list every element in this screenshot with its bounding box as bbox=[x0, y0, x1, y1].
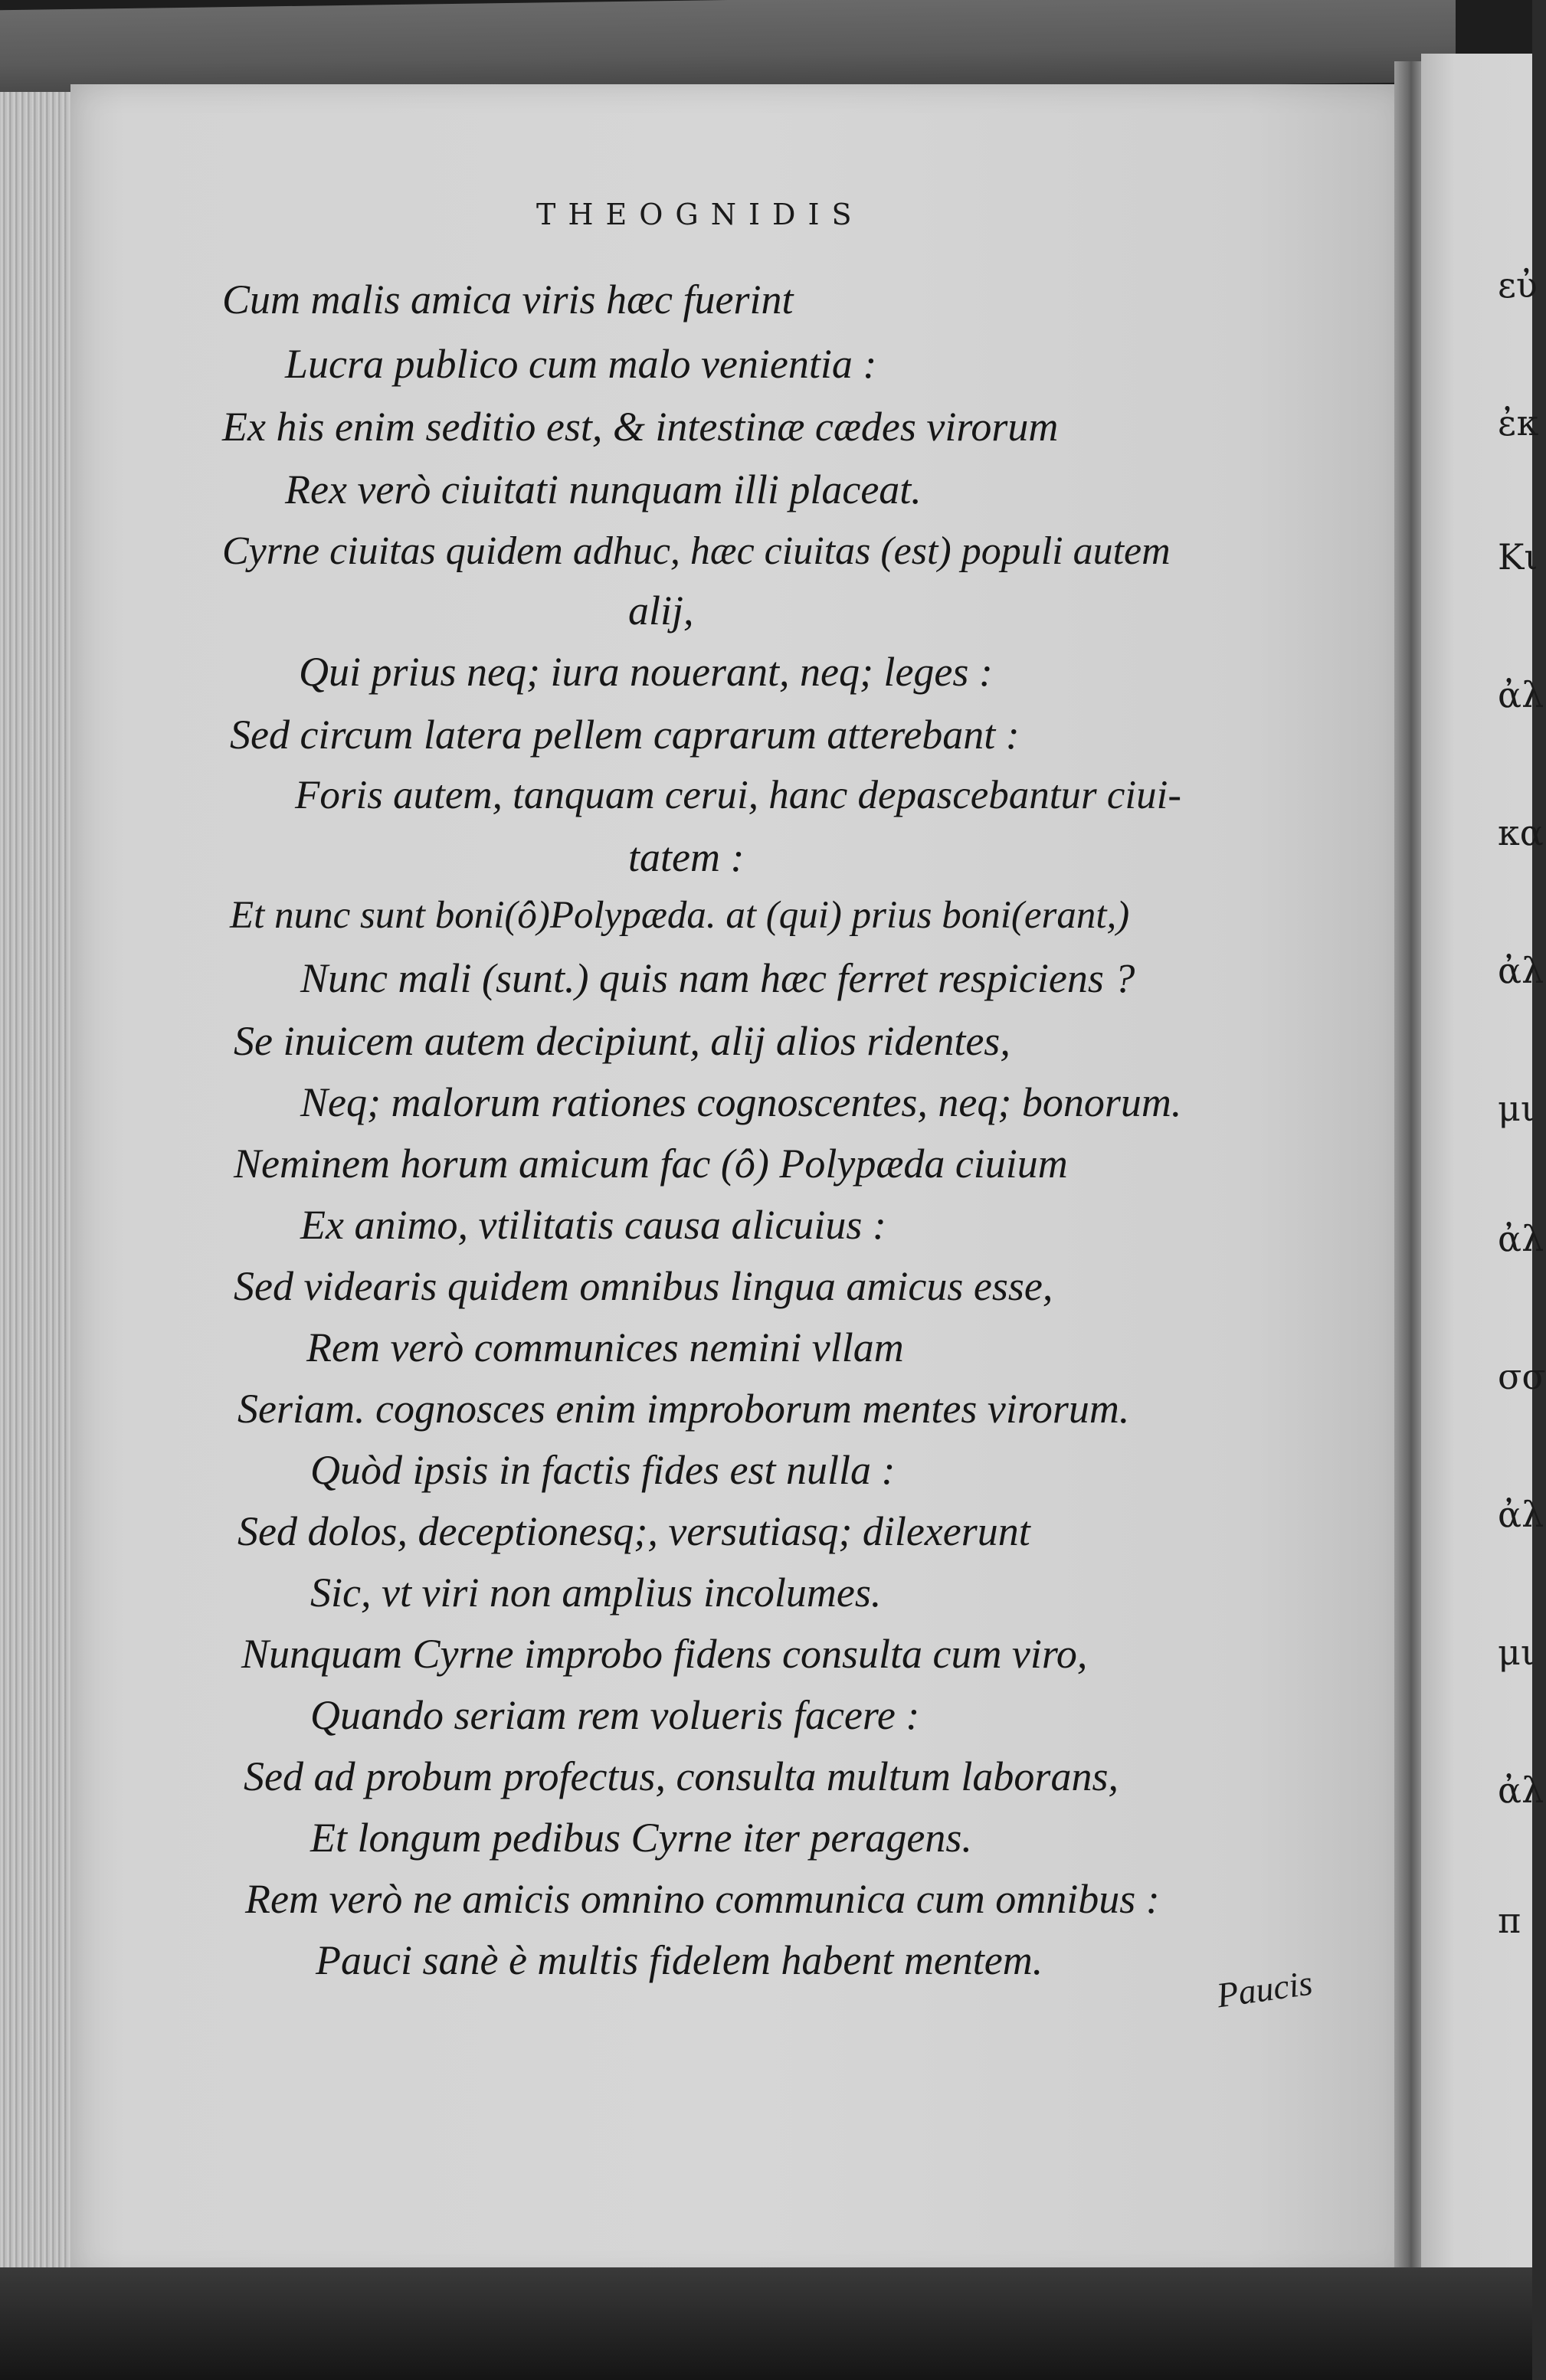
text-line: Lucra publico cum malo venientia : bbox=[285, 341, 877, 387]
facing-page-glyph: εὐ bbox=[1498, 264, 1538, 306]
facing-page-glyph: κα bbox=[1498, 812, 1544, 853]
text-line: Sed ad probum profectus, consulta multum laborans, bbox=[244, 1753, 1119, 1799]
facing-page-glyph: ἀλ bbox=[1498, 1494, 1544, 1535]
text-line: Sed dolos, deceptionesq;, versutiasq; dilexerunt bbox=[237, 1508, 1030, 1554]
text-line: Ex animo, vtilitatis causa alicuius : bbox=[300, 1202, 886, 1248]
text-line: Se inuicem autem decipiunt, alij alios ridentes, bbox=[234, 1018, 1010, 1064]
running-head: THEOGNIDIS bbox=[536, 198, 864, 231]
facing-page-glyph: μι bbox=[1498, 1632, 1535, 1673]
facing-page-glyph: μι bbox=[1498, 1088, 1535, 1129]
right-page-fragment bbox=[1421, 54, 1532, 2306]
text-line: Nunquam Cyrne improbo fidens consulta cum viro, bbox=[241, 1631, 1088, 1677]
text-line: tatem : bbox=[628, 834, 745, 880]
text-line: Cyrne ciuitas quidem adhuc, hæc ciuitas (est) populi autem bbox=[222, 529, 1171, 573]
page-fore-edge bbox=[0, 92, 74, 2267]
book-gutter bbox=[1394, 61, 1425, 2298]
text-line: Sed circum latera pellem caprarum atterebant : bbox=[230, 712, 1020, 758]
text-line: Neminem horum amicum fac (ô) Polypæda ciuium bbox=[234, 1141, 1068, 1187]
text-line: Quòd ipsis in factis fides est nulla : bbox=[310, 1447, 896, 1493]
text-line: Seriam. cognosces enim improborum mentes virorum. bbox=[237, 1386, 1130, 1432]
text-line: Sic, vt viri non amplius incolumes. bbox=[310, 1570, 882, 1616]
facing-page-glyph: ἀλ bbox=[1498, 674, 1544, 715]
text-line: Rex verò ciuitati nunquam illi placeat. bbox=[285, 467, 922, 512]
facing-page-glyph: σσ bbox=[1498, 1356, 1546, 1397]
text-line: alij, bbox=[628, 588, 694, 633]
text-line: Cum malis amica viris hæc fuerint bbox=[222, 277, 794, 322]
text-line: Foris autem, tanquam cerui, hanc depascebantur ciui- bbox=[295, 773, 1181, 817]
facing-page-glyph: Κι bbox=[1498, 536, 1538, 578]
facing-page-glyph: ἀλ bbox=[1498, 1769, 1544, 1811]
facing-page-glyph: ἐκ bbox=[1498, 402, 1539, 444]
text-line: Pauci sanè è multis fidelem habent mentem. bbox=[316, 1937, 1043, 1983]
text-line: Quando seriam rem volueris facere : bbox=[310, 1692, 920, 1738]
text-line: Ex his enim seditio est, & intestinæ cædes virorum bbox=[222, 404, 1059, 450]
facing-page-glyph: π bbox=[1498, 1900, 1521, 1941]
text-line: Rem verò communices nemini vllam bbox=[306, 1324, 904, 1370]
catchword: Paucis bbox=[1214, 1963, 1315, 2015]
text-line: Sed videaris quidem omnibus lingua amicus esse, bbox=[234, 1263, 1053, 1309]
facing-page-glyph: ἀλ bbox=[1498, 950, 1544, 991]
text-line: Neq; malorum rationes cognoscentes, neq; bonorum. bbox=[300, 1079, 1182, 1125]
bottom-shadow bbox=[0, 2267, 1532, 2380]
text-line: Et nunc sunt boni(ô)Polypæda. at (qui) prius boni(erant,) bbox=[230, 894, 1130, 937]
text-line: Nunc mali (sunt.) quis nam hæc ferret respiciens ? bbox=[300, 955, 1135, 1001]
facing-page-glyph: ἀλ bbox=[1498, 1218, 1544, 1259]
text-line: Rem verò ne amicis omnino communica cum omnibus : bbox=[245, 1876, 1160, 1922]
text-line: Qui prius neq; iura nouerant, neq; leges : bbox=[299, 649, 993, 695]
text-line: Et longum pedibus Cyrne iter peragens. bbox=[310, 1815, 972, 1861]
